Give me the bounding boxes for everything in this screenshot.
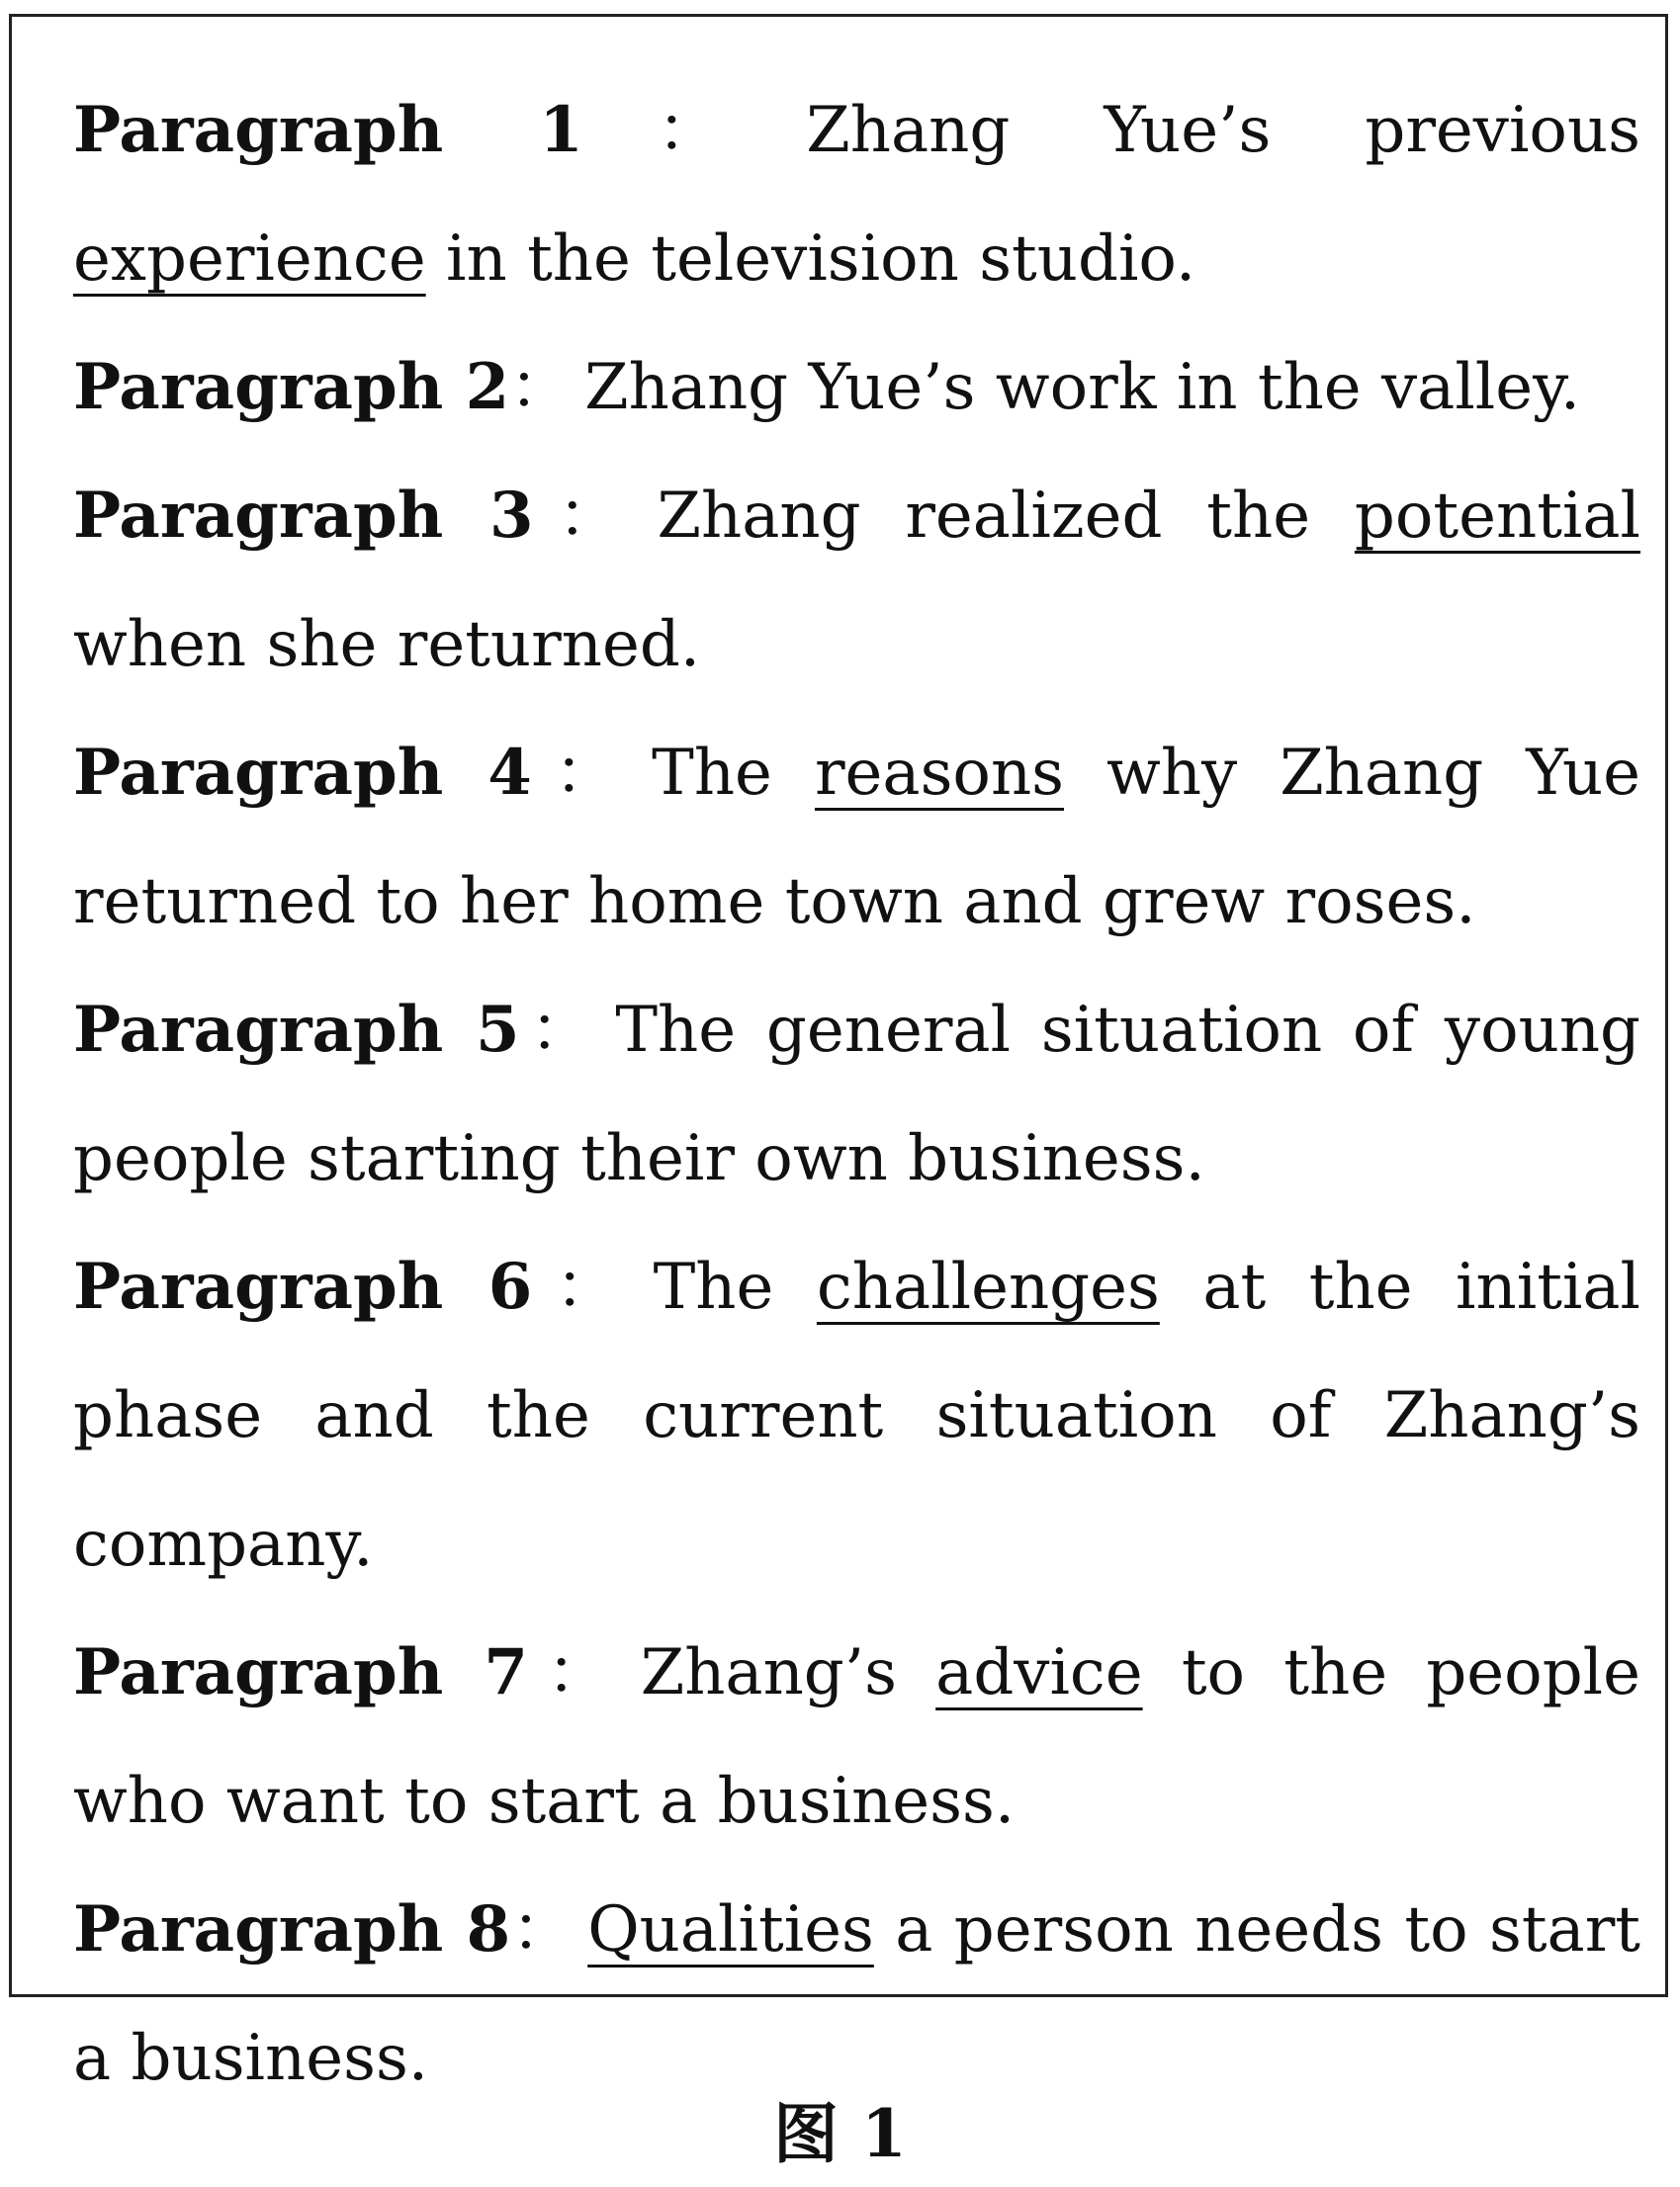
summary-text: Zhang’s	[640, 1636, 936, 1709]
paragraph-label: Paragraph 8	[73, 1892, 511, 1967]
summary-text: Zhang Yue’s work in the valley.	[584, 351, 1581, 424]
summary-text: Zhang realized the	[657, 480, 1355, 553]
summary-text: The general situation of young people starting their own business.	[73, 994, 1641, 1195]
underlined-keyword: potential	[1354, 480, 1641, 553]
paragraph-label: Paragraph 5	[73, 993, 520, 1067]
underlined-keyword: reasons	[814, 737, 1065, 810]
paragraph-summary-6	[73, 1223, 1640, 1609]
paragraph-summary-7	[73, 1609, 1640, 1866]
label-separator: ：	[582, 94, 795, 167]
summary-text: The	[653, 1251, 817, 1324]
figure-caption: 图 1	[773, 2095, 907, 2172]
paragraph-label: Paragraph 4	[73, 736, 532, 810]
summary-text: a person needs to start a business.	[73, 1893, 1640, 2095]
label-separator: ：	[519, 994, 604, 1067]
label-separator: ：	[509, 351, 574, 424]
paragraph-label: Paragraph 1	[73, 93, 583, 167]
label-separator: ：	[533, 480, 646, 553]
summary-text: why Zhang Yue returned to her home town and grew roses.	[73, 737, 1641, 938]
paragraph-summary-5	[73, 966, 1640, 1223]
label-separator: ：	[532, 1251, 642, 1324]
paragraph-label: Paragraph 7	[73, 1635, 528, 1709]
summary-text: to the people who want to start a business.	[73, 1636, 1641, 1838]
label-separator: ：	[531, 737, 641, 810]
summary-text: The	[652, 737, 815, 810]
paragraph-summary-3	[73, 452, 1640, 709]
summary-text: in the television studio.	[425, 222, 1196, 296]
paragraph-summary-2	[73, 323, 1640, 452]
paragraph-label: Paragraph 6	[73, 1250, 533, 1324]
label-separator: ：	[510, 1893, 576, 1967]
summary-text: at the initial phase and the current situation of Zhang’s company.	[73, 1251, 1641, 1581]
paragraph-summary-list	[73, 66, 1640, 2123]
underlined-keyword: experience	[73, 222, 426, 296]
paragraph-summary-1	[73, 66, 1640, 323]
paragraph-label: Paragraph 2	[73, 350, 510, 424]
summary-box	[9, 14, 1668, 2095]
paragraph-summary-4	[73, 709, 1640, 966]
underlined-keyword: advice	[935, 1636, 1143, 1709]
underlined-keyword: challenges	[816, 1251, 1160, 1324]
underlined-keyword: Qualities	[587, 1893, 874, 1967]
label-separator: ：	[527, 1636, 629, 1709]
paragraph-label: Paragraph 3	[73, 479, 534, 553]
summary-text: when she returned.	[73, 608, 701, 681]
summary-text: Zhang Yue’s previous	[806, 94, 1641, 167]
